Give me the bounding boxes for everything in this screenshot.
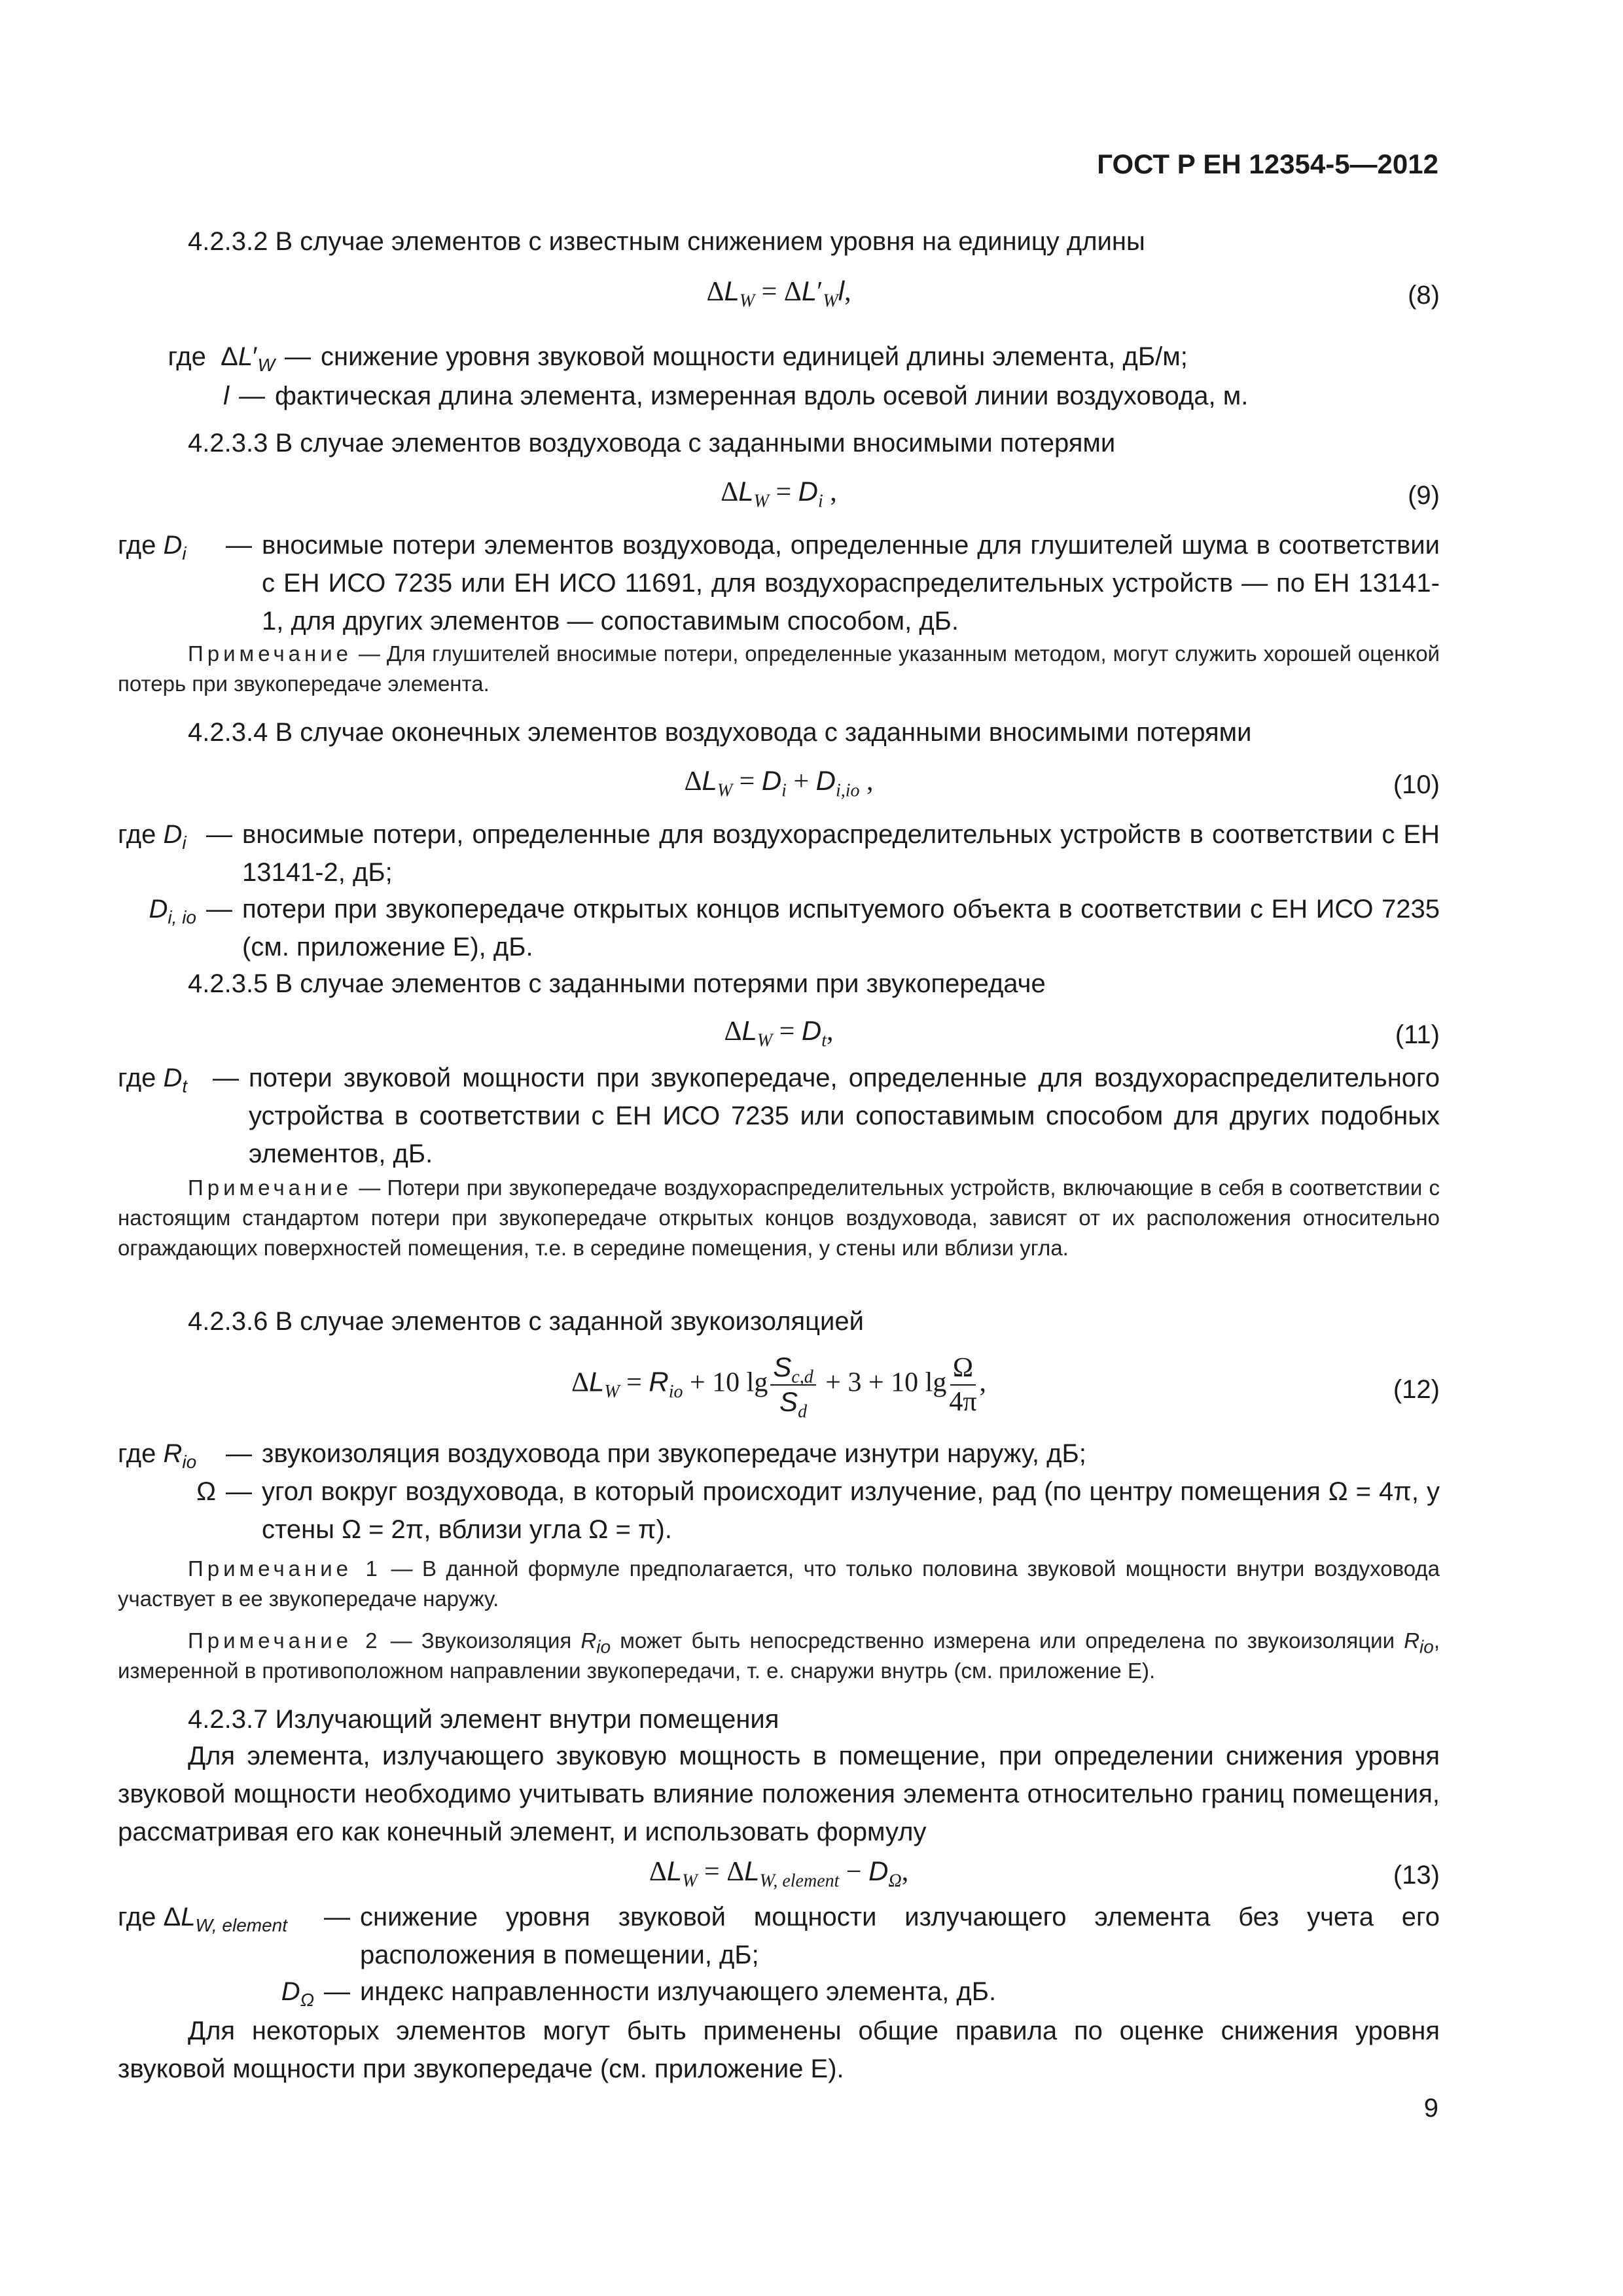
section-4232-heading: 4.2.3.2 В случае элементов с известным снижением уровня на единицу длины xyxy=(188,227,1145,256)
where-description: индекс направленности излучающего элемента, дБ. xyxy=(360,1977,997,2006)
note-label: Примечание 1 xyxy=(188,1556,382,1581)
note-label: Примечание xyxy=(188,641,353,666)
formula-10-expr: $\Delta L_W = D_i + D_{i,io}$ , xyxy=(684,765,874,801)
where-symbol: $D_\Omega$ xyxy=(281,1977,314,2010)
note-4236-2: Примечание 2 — Звукоизоляция $R_{io}$ может быть непосредственно измерена или определена по звукоизоляции $R_{io}$, измеренной в противоположном направлении звукопередачи, т. е. снаружи внутрь (см. приложение Е). xyxy=(118,1628,1440,1683)
formula-8 xyxy=(118,272,1440,318)
formula-11 xyxy=(118,1012,1440,1058)
formula-9-number: (9) xyxy=(1408,481,1440,510)
where-row-Dt: где $D_t$ — потери звуковой мощности при звукопередаче, определенные для воздухораспределительного устройства в соответствии с ЕН ИСО 7235 или сопоставимым способом для других подобных элементов, дБ. xyxy=(118,1059,1440,1173)
note-4235 xyxy=(118,1173,1440,1263)
where-row-dLw: где $\Delta L'_W$ — снижение уровня звуковой мощности единицей длины элемента, дБ/м; xyxy=(118,338,1440,376)
note-text: — В данной формуле предполагается, что только половина звуковой мощности внутри воздуховода участвует в ее звукопередаче наружу. xyxy=(118,1556,1440,1611)
formula-12-expr: $\Delta L_W = R_{io} + 10$ lg $\frac{S_{c,d}}{S_d}$ + 3 + 10 lg $\frac{\Omega}{4\pi}$ , xyxy=(571,1352,987,1422)
note-4233 xyxy=(118,639,1440,699)
formula-9-expr: $\Delta L_W = D_i$ , xyxy=(721,476,837,512)
formula-10-number: (10) xyxy=(1393,770,1440,799)
where-row-l: l — фактическая длина элемента, измеренная вдоль осевой линии воздуховода, м. xyxy=(118,377,1440,415)
where-description: потери звуковой мощности при звукопередаче, определенные для воздухораспределительного устройства в соответствии с ЕН ИСО 7235 или сопоставимым способом для других подобных элементов, дБ. xyxy=(249,1064,1440,1168)
section-4236-heading: 4.2.3.6 В случае элементов с заданной звукоизоляцией xyxy=(188,1307,864,1336)
note-label: Примечание 2 xyxy=(188,1628,382,1653)
where-description: потери при звукопередаче открытых концов испытуемого объекта в соответствии с ЕН ИСО 7235 (см. приложение Е), дБ. xyxy=(242,895,1440,961)
where-description: фактическая длина элемента, измеренная вдоль осевой линии воздуховода, м. xyxy=(275,382,1249,410)
where-row-Rio: где $R_{io}$ — звукоизоляция воздуховода при звукопередаче изнутри наружу, дБ; xyxy=(118,1435,1440,1473)
where-symbol: где $R_{io}$ xyxy=(118,1439,197,1472)
where-symbol: $D_{i, io}$ xyxy=(149,895,196,927)
where-row-dLw-element: где $\Delta L_{W, element}$ — снижение уровня звуковой мощности излучающего элемента без учета его расположения в помещении, дБ; xyxy=(118,1898,1440,1974)
formula-11-expr: $\Delta L_W = D_t$, xyxy=(724,1015,834,1051)
where-symbol: где $D_t$ xyxy=(118,1064,188,1096)
formula-12 xyxy=(118,1351,1440,1424)
where-row-omega: Ω — угол вокруг воздуховода, в который происходит излучение, рад (по центру помещения Ω = 4π, у стены Ω = 2π, вблизи угла Ω = π). xyxy=(118,1473,1440,1549)
section-4237-heading: 4.2.3.7 Излучающий элемент внутри помещения xyxy=(188,1705,779,1734)
where-description: снижение уровня звуковой мощности единицей длины элемента, дБ/м; xyxy=(321,342,1188,371)
formula-10 xyxy=(118,762,1440,808)
where-description: угол вокруг воздуховода, в который происходит излучение, рад (по центру помещения Ω = 4π, у стены Ω = 2π, вблизи угла Ω = π). xyxy=(262,1477,1440,1544)
where-symbol: где $\Delta L'_W$ xyxy=(168,342,275,375)
formula-11-number: (11) xyxy=(1395,1020,1440,1049)
formula-13 xyxy=(118,1852,1440,1898)
note-text: — Потери при звукопередаче воздухораспределительных устройств, включающие в себя в соответствии с настоящим стандартом потери при звукопередаче открытых концов воздуховода, зависят от их расположения относительно ограждающих поверхностей помещения, т.е. в середине помещения, у стены или вблизи угла. xyxy=(118,1175,1440,1260)
where-row-Di: где $D_i$ — вносимые потери элементов воздуховода, определенные для глушителей шума в соответствии с ЕН ИСО 7235 или ЕН ИСО 11691, для воздухораспределительных устройств — по ЕН 13141-1, для других элементов — сопоставимым способом, дБ. xyxy=(118,526,1440,640)
where-description: вносимые потери, определенные для воздухораспределительных устройств в соответствии с ЕН 13141-2, дБ; xyxy=(242,820,1440,887)
section-4237-closing: Для некоторых элементов могут быть применены общие правила по оценке снижения уровня звуковой мощности при звукопередаче (см. приложение Е). xyxy=(118,2017,1440,2083)
formula-13-number: (13) xyxy=(1393,1861,1440,1890)
section-4237-intro: Для элемента, излучающего звуковую мощность в помещение, при определении снижения уровня звуковой мощности необходимо учитывать влияние положения элемента относительно границ помещения, рассматривая его как конечный элемент, и использовать формулу xyxy=(118,1742,1440,1846)
formula-9 xyxy=(118,473,1440,518)
note-label: Примечание xyxy=(188,1175,353,1200)
page-number: 9 xyxy=(1423,2094,1438,2123)
section-4235-heading: 4.2.3.5 В случае элементов с заданными потерями при звукопередаче xyxy=(188,969,1046,998)
where-description: звукоизоляция воздуховода при звукопередаче изнутри наружу, дБ; xyxy=(262,1439,1086,1468)
where-row-Domega: $D_\Omega$ — индекс направленности излучающего элемента, дБ. xyxy=(118,1973,1440,2011)
where-symbol: где $D_i$ xyxy=(118,820,187,853)
where-symbol: l xyxy=(223,382,229,410)
where-row-Di: где $D_i$ — вносимые потери, определенные для воздухораспределительных устройств в соответствии с ЕН 13141-2, дБ; xyxy=(118,816,1440,891)
formula-13-expr: $\Delta L_W = \Delta L_{W, element} - D_\Omega$, xyxy=(649,1856,909,1892)
where-description: снижение уровня звуковой мощности излучающего элемента без учета его расположения в помещении, дБ; xyxy=(360,1903,1440,1969)
document-header: ГОСТ Р ЕН 12354-5—2012 xyxy=(1097,149,1438,179)
section-4233-heading: 4.2.3.3 В случае элементов воздуховода с заданными вносимыми потерями xyxy=(188,429,1116,457)
where-description: вносимые потери элементов воздуховода, определенные для глушителей шума в соответствии с ЕН ИСО 7235 или ЕН ИСО 11691, для воздухораспределительных устройств — по ЕН 13141-1, для других элементов — сопоставимым способом, дБ. xyxy=(262,531,1440,636)
note-text: — Для глушителей вносимые потери, определенные указанным методом, могут служить хорошей оценкой потерь при звукопередаче элемента. xyxy=(118,641,1440,696)
where-symbol: где $D_i$ xyxy=(118,531,187,564)
note-4236-1 xyxy=(118,1554,1440,1614)
formula-12-number: (12) xyxy=(1393,1375,1440,1404)
formula-8-expr: $\Delta L_W = \Delta L'_Wl$, xyxy=(706,276,851,312)
where-symbol: Ω xyxy=(196,1477,216,1506)
where-symbol: где $\Delta L_{W, element}$ xyxy=(118,1903,288,1935)
section-4234-heading: 4.2.3.4 В случае оконечных элементов воздуховода с заданными вносимыми потерями xyxy=(188,718,1252,747)
where-row-Diio: $D_{i, io}$ — потери при звукопередаче открытых концов испытуемого объекта в соответствии с ЕН ИСО 7235 (см. приложение Е), дБ. xyxy=(118,890,1440,966)
formula-8-number: (8) xyxy=(1408,281,1440,310)
